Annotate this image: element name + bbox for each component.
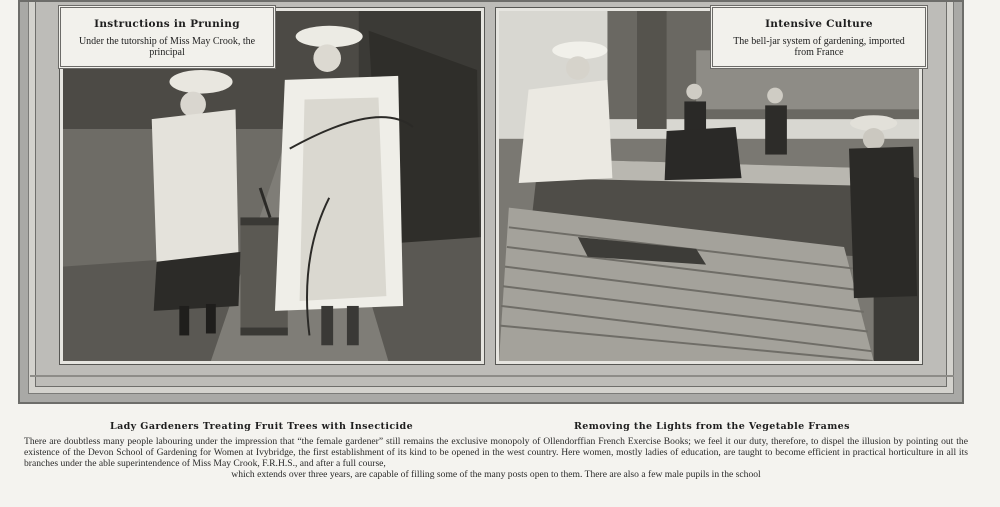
plate-title: Instructions in Pruning xyxy=(94,18,240,30)
caption-plate-intensive-culture xyxy=(710,5,928,69)
caption-plate-pruning xyxy=(58,5,276,69)
plate-title: Intensive Culture xyxy=(765,18,873,30)
photo-caption-vegetable-frames: Removing the Lights from the Vegetable Frames xyxy=(574,421,850,432)
article-body xyxy=(24,436,968,480)
article-last-line: which extends over three years, are capable of filling some of the many posts open to them. There are also a few male pupils in the school xyxy=(231,469,761,480)
plate-subtitle: The bell-jar system of gardening, imported from France xyxy=(733,36,905,58)
article-paragraph: There are doubtless many people labouring under the impression that “the female gardener” still remains the exclusive monopoly of Ollendorffian French Exercise Books; we feel it our duty, therefore, to dispel the illusion by pointing out the existence of the Devon School of Gardening for Women at Ivybridge, the first establishment of its kind to be opened in the west country. Here women, mostly ladies of education, are taught to become efficient in practical horticulture in all its branches under the able superintendence of Miss May Crook, F.R.H.S., and after a full course, xyxy=(24,436,968,469)
plate-subtitle: Under the tutorship of Miss May Crook, the principal xyxy=(78,36,256,58)
photo-caption-insecticide: Lady Gardeners Treating Fruit Trees with Insecticide xyxy=(110,421,414,432)
frame-rule xyxy=(30,375,954,377)
